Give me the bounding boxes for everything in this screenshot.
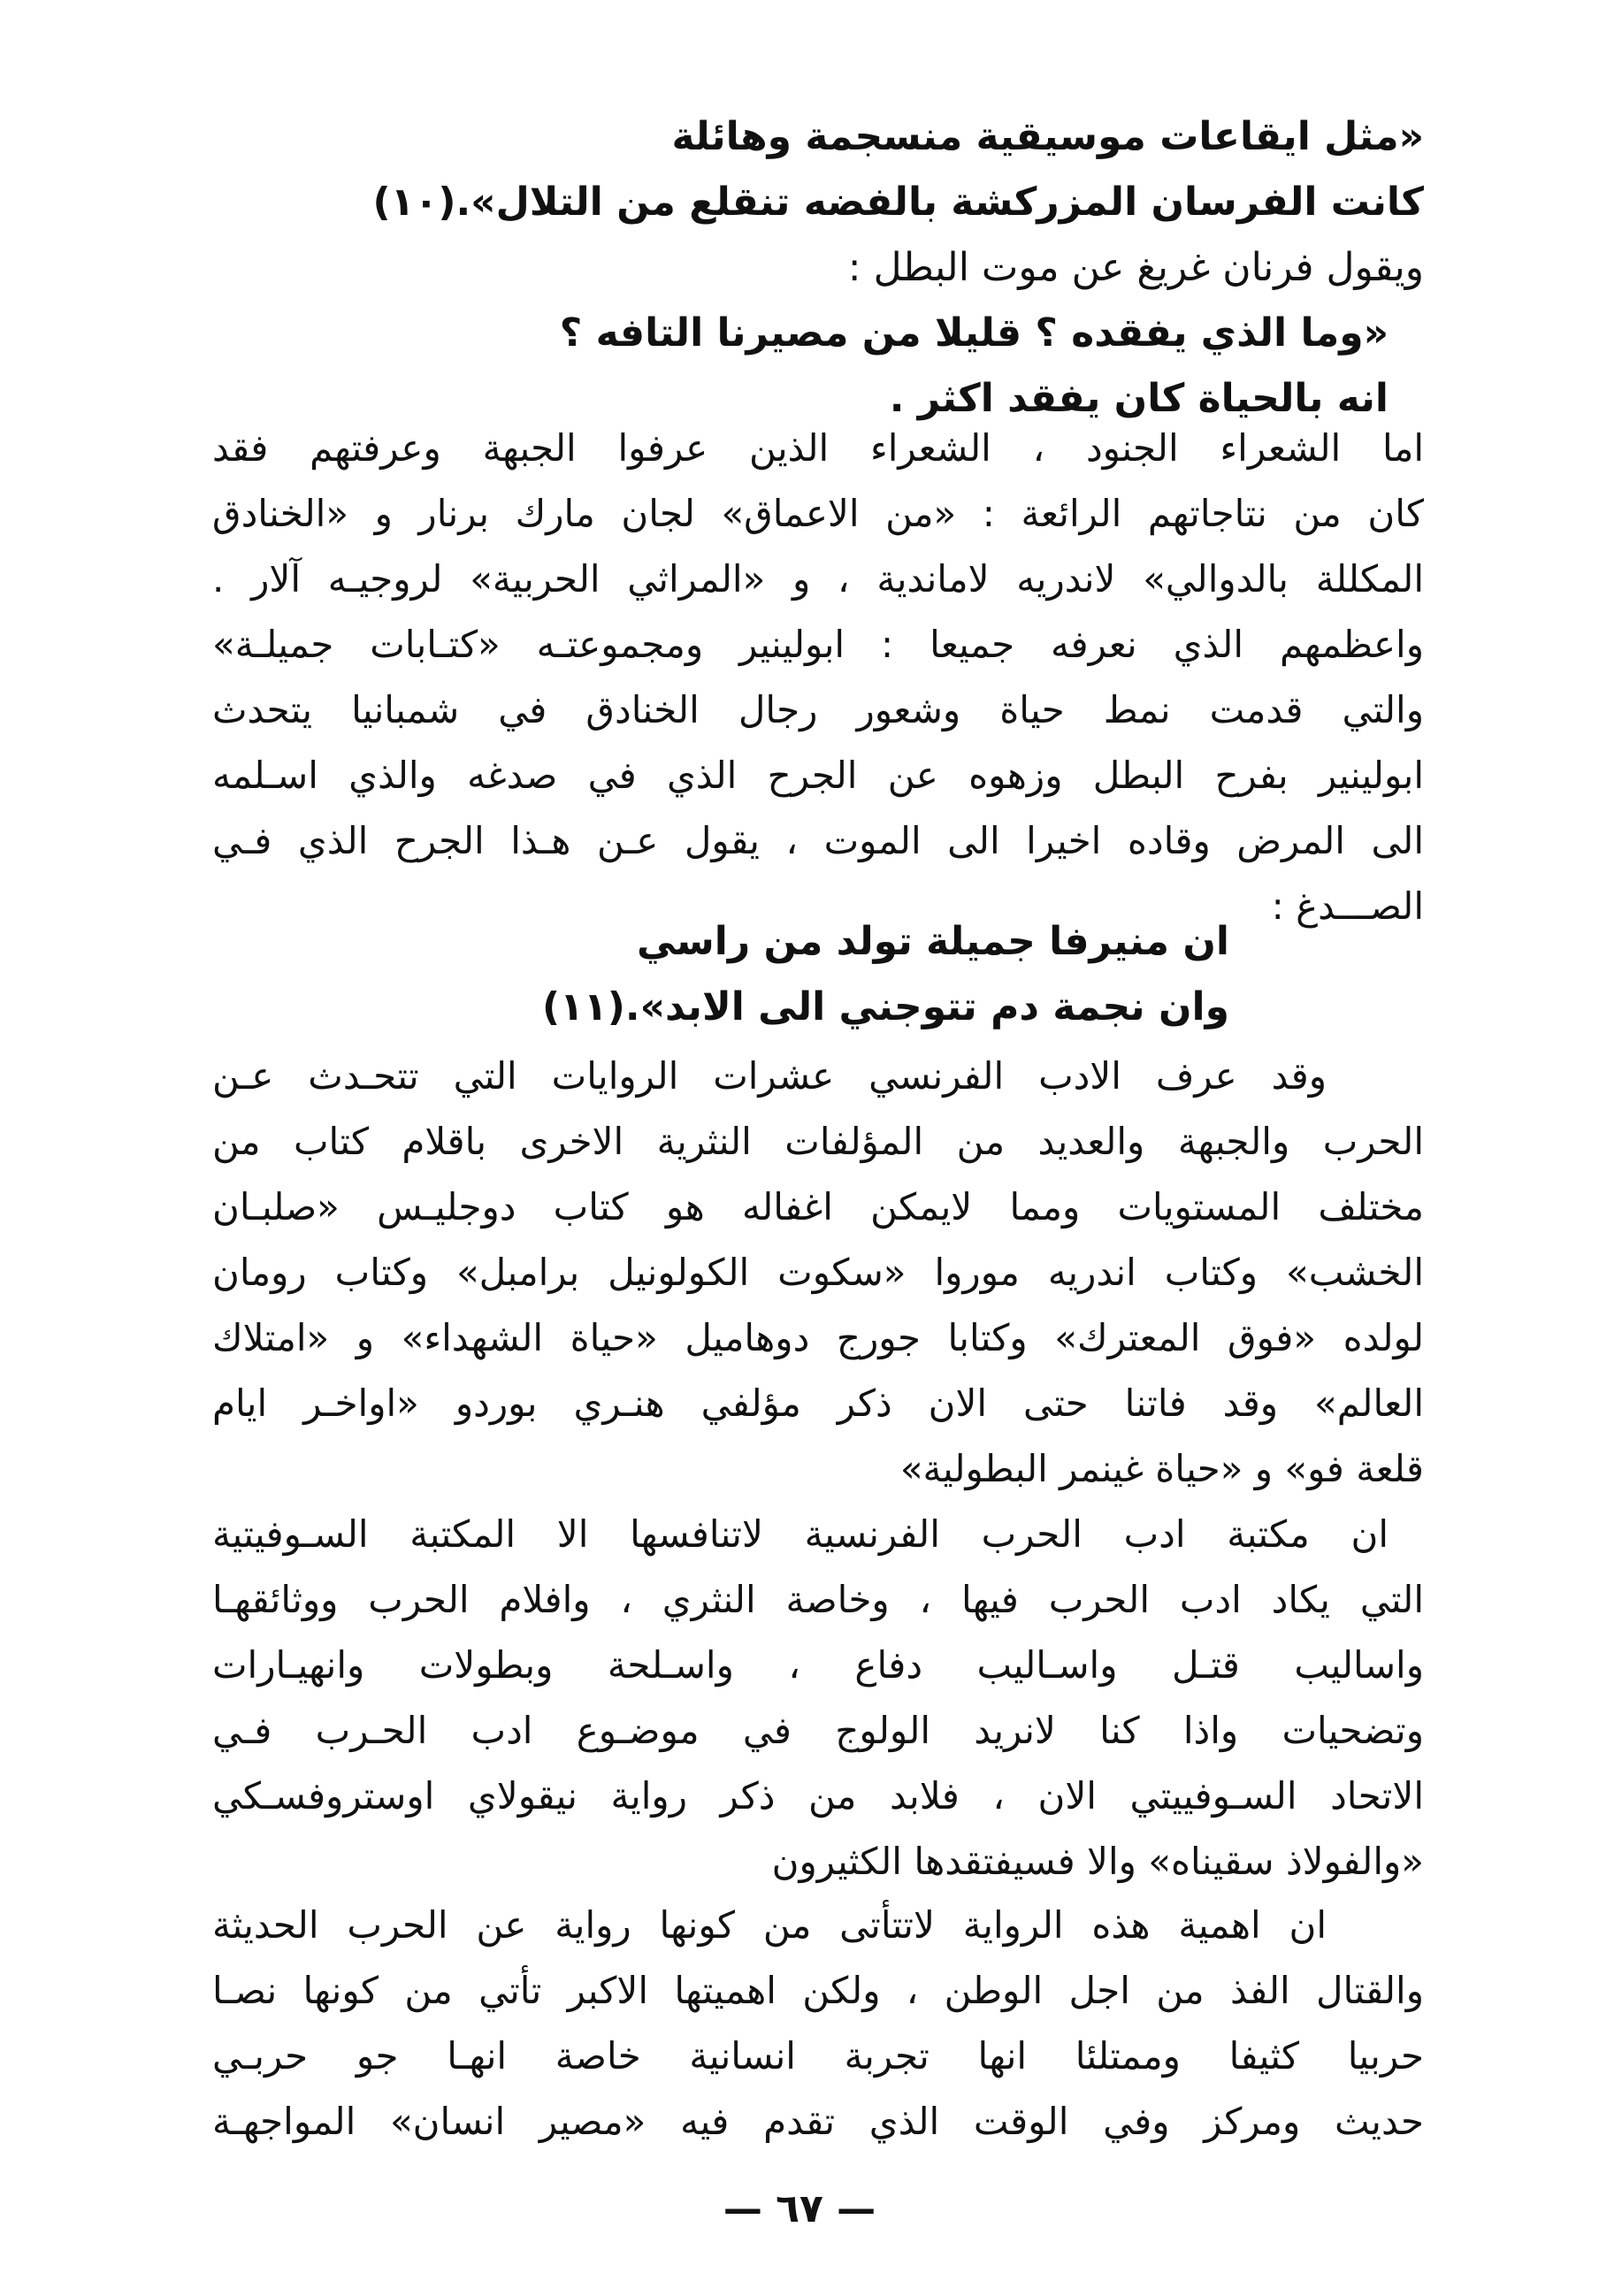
paragraph-line: قلعة فو» و «حياة غينمر البطولية» bbox=[899, 1447, 1424, 1490]
paragraph-line: «والفولاذ سقيناه» والا فسيفتقدها الكثيرون bbox=[771, 1840, 1424, 1883]
paragraph-line: لولده «فوق المعترك» وكتابا جورج دوهاميل «حياة الشهداء» و «امتلاك bbox=[212, 1316, 1424, 1359]
paragraph-line: ان مكتبة ادب الحرب الفرنسية لاتنافسها الا المكتبة السـوفيتية bbox=[212, 1512, 1389, 1556]
paragraph-line: والتي قدمت نمط حياة وشعور رجال الخنادق في شمبانيا يتحدث bbox=[212, 688, 1424, 731]
paragraph-line: وقد عرف الادب الفرنسي عشرات الروايات التي تتحـدث عـن bbox=[212, 1054, 1327, 1098]
paragraph-line: الى المرض وقاده اخيرا الى الموت ، يقول عـن هـذا الجرح الذي فـي bbox=[212, 819, 1424, 862]
paragraph-4 bbox=[212, 1893, 1424, 2154]
paragraph-line: الحرب والجبهة والعديد من المؤلفات النثرية الاخرى باقلام كتاب من bbox=[212, 1120, 1424, 1163]
paragraph-line: واعظمهم الذي نعرفه جميعا : ابولينير ومجموعتـه «كتـابات جميلـة» bbox=[212, 623, 1424, 666]
paragraph-line: حربيا كثيفا وممتلئا انها تجربة انسانية خاصة انهـا جو حربـي bbox=[212, 2034, 1424, 2078]
paragraph-line: والقتال الفذ من اجل الوطن ، ولكن اهميتها الاكبر تأتي من كونها نصـا bbox=[212, 1969, 1424, 2012]
verse-line: «وما الذي يفقده ؟ قليلا من مصيرنا التافه ؟ bbox=[559, 310, 1389, 356]
paragraph-line: اما الشعراء الجنود ، الشعراء الذين عرفوا الجبهة وعرفتهم فقد bbox=[212, 426, 1424, 470]
paragraph-line: الصـــدغ : bbox=[1271, 884, 1424, 928]
verse-line: «مثل ايقاعات موسيقية منسجمة وهائلة bbox=[671, 114, 1424, 159]
verse-block-1 bbox=[248, 104, 1424, 432]
verse-line: ويقول فرنان غريغ عن موت البطل : bbox=[847, 245, 1424, 290]
paragraph-line: التي يكاد ادب الحرب فيها ، وخاصة النثري ، وافلام الحرب ووثائقهـا bbox=[212, 1578, 1424, 1621]
verse-line: كانت الفرسان المزركشة بالفضه تنقلع من التلال».(١٠) bbox=[372, 180, 1424, 225]
paragraph-line: حديث ومركز وفي الوقت الذي تقدم فيه «مصير انسان» المواجهـة bbox=[212, 2100, 1424, 2143]
paragraph-line: العالم» وقد فاتنا حتى الان ذكر مؤلفي هنـري بوردو «اواخـر ايام bbox=[212, 1381, 1424, 1425]
verse-line: وان نجمة دم تتوجني الى الابد».(١١) bbox=[541, 984, 1229, 1029]
paragraph-line: الخشب» وكتاب اندريه موروا «سكوت الكولونيل برامبل» وكتاب رومان bbox=[212, 1251, 1424, 1294]
paragraph-line: مختلف المستويات ومما لايمكن اغفاله هو كتاب دوجليـس «صلبـان bbox=[212, 1185, 1424, 1228]
paragraph-line: واساليب قتـل واسـاليب دفاع ، واسـلحة وبطولات وانهيـارات bbox=[212, 1643, 1424, 1687]
paragraph-line: ان اهمية هذه الرواية لاتتأتى من كونها رواية عن الحرب الحديثة bbox=[212, 1903, 1327, 1947]
paragraph-line: كان من نتاجاتهم الرائعة : «من الاعماق» لجان مارك برنار و «الخنادق bbox=[212, 492, 1424, 535]
paragraph-line: المكللة بالدوالي» لاندريه لاماندية ، و «المراثي الحربية» لروجيـه آلار . bbox=[212, 557, 1424, 601]
verse-block-2 bbox=[495, 909, 1229, 1040]
paragraph-line: ابولينير بفرح البطل وزهوه عن الجرح الذي في صدغه والذي اسـلمه bbox=[212, 754, 1424, 797]
page-number: — ٦٧ — bbox=[723, 2186, 876, 2231]
paragraph-3 bbox=[212, 1502, 1424, 1894]
paragraph-1 bbox=[212, 416, 1424, 939]
verse-line: انه بالحياة كان يفقد اكثر . bbox=[889, 376, 1389, 421]
paragraph-2 bbox=[212, 1044, 1424, 1502]
verse-line: ان منيرفا جميلة تولد من راسي bbox=[637, 919, 1229, 964]
paragraph-line: وتضحيات واذا كنا لانريد الولوج في موضـوع ادب الحـرب فـي bbox=[212, 1709, 1424, 1752]
paragraph-line: الاتحاد السـوفييتي الان ، فلابد من ذكر رواية نيقولاي اوستروفسـكي bbox=[212, 1774, 1424, 1818]
